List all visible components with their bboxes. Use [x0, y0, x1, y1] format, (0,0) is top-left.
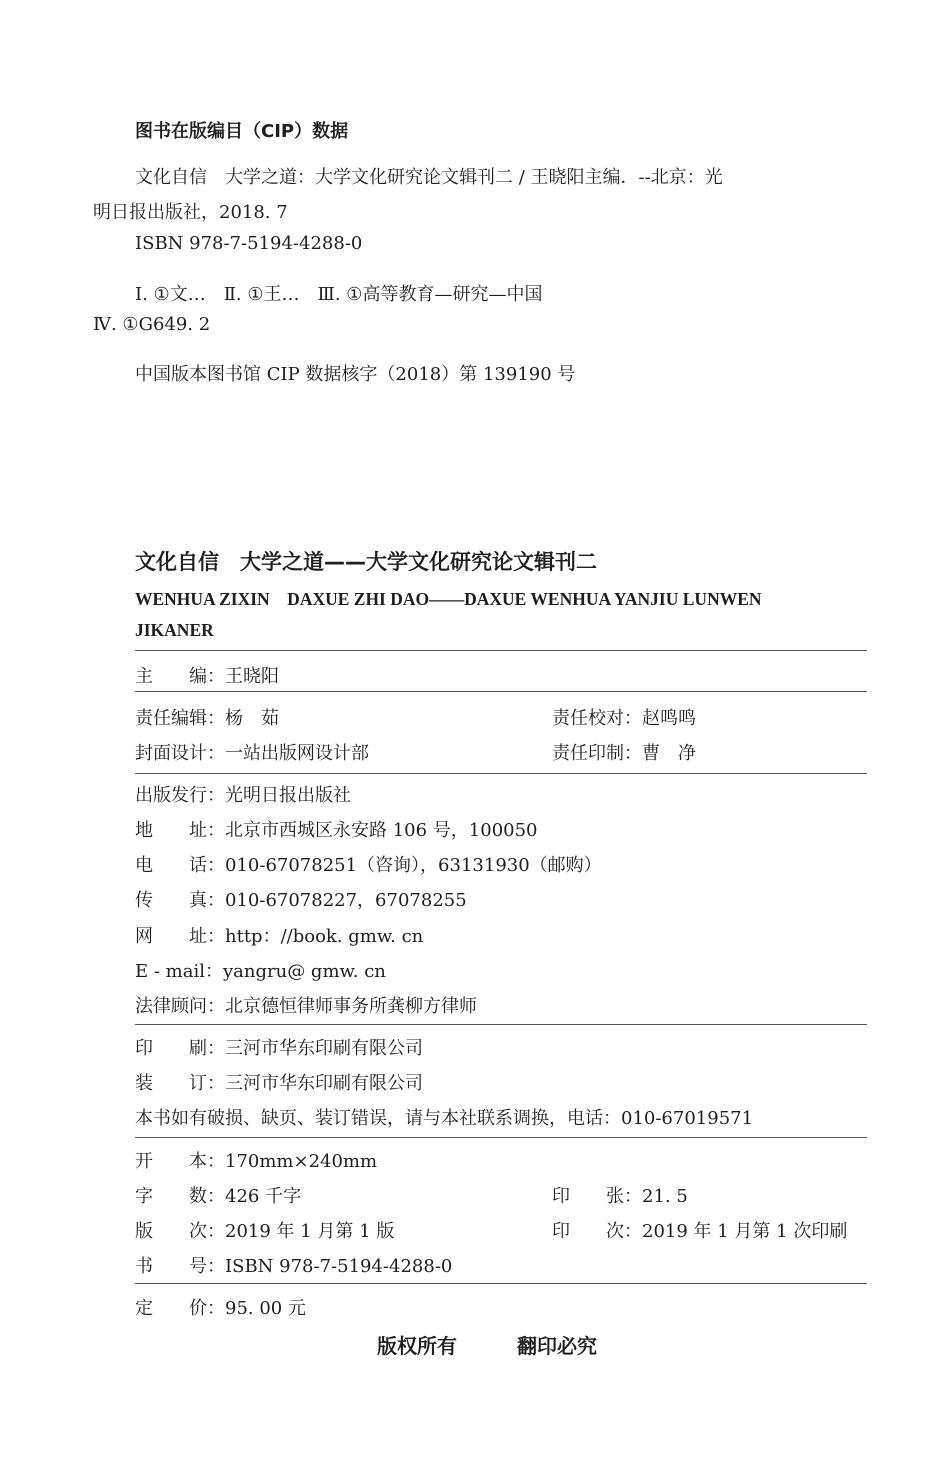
publisher-label: 出版发行：: [135, 785, 225, 806]
cover-design-label: 封面设计：: [135, 743, 225, 764]
format-row: [135, 1147, 377, 1173]
printed-sheets-value: 21. 5: [642, 1186, 688, 1207]
phone-value: 010-67078251（咨询），63131930（邮购）: [225, 855, 602, 876]
printer-row: [135, 1034, 423, 1060]
publisher-value: 光明日报出版社: [225, 785, 351, 806]
email-row: [135, 957, 386, 983]
edition-value: 2019 年 1 月第 1 版: [225, 1221, 395, 1242]
address-value: 北京市西城区永安路 106 号，100050: [225, 820, 538, 841]
legal-counsel-row: [135, 992, 477, 1018]
chief-editor-row: [135, 662, 279, 688]
email-value: yangru@ gmw. cn: [222, 961, 386, 982]
publisher-row: [135, 781, 351, 807]
binder-value: 三河市华东印刷有限公司: [225, 1073, 423, 1094]
book-number-label: 书 号：: [135, 1256, 225, 1277]
cip-subjects-line-1: Ⅰ. ①文… Ⅱ. ①王… Ⅲ. ①高等教育—研究—中国: [135, 284, 543, 305]
print-supervisor-label: 责任印制：: [552, 743, 642, 764]
impression-label: 印 次：: [552, 1221, 642, 1242]
printer-value: 三河市华东印刷有限公司: [225, 1038, 423, 1059]
cip-record-number: 中国版本图书馆 CIP 数据核字（2018）第 139190 号: [135, 364, 576, 385]
printed-sheets-row: [552, 1182, 688, 1208]
word-count-value: 426 千字: [225, 1186, 302, 1207]
legal-counsel-value: 北京德恒律师事务所龚柳方律师: [225, 996, 477, 1017]
cip-description-line-1: 文化自信 大学之道：大学文化研究论文辑刊二 / 王晓阳主编．--北京：光: [135, 167, 723, 188]
rights-reserved: 版权所有: [377, 1334, 457, 1358]
cip-subjects-line-2: Ⅳ. ①G649. 2: [93, 314, 211, 335]
print-supervisor-row: [552, 739, 696, 765]
price-value: 95. 00 元: [225, 1298, 306, 1319]
book-title-pinyin-line-1: WENHUA ZIXIN DAXUE ZHI DAO——DAXUE WENHUA YANJIU LUNWEN: [135, 589, 762, 609]
cip-isbn: ISBN 978-7-5194-4288-0: [135, 233, 363, 254]
binder-label: 装 订：: [135, 1073, 225, 1094]
format-value: 170mm×240mm: [225, 1151, 378, 1172]
book-number-value: ISBN 978-7-5194-4288-0: [225, 1256, 453, 1277]
fax-row: [135, 886, 467, 912]
address-row: [135, 816, 538, 842]
divider: [135, 773, 867, 774]
responsible-editor-row: [135, 704, 279, 730]
book-number-row: [135, 1252, 452, 1278]
chief-editor-label: 主 编：: [135, 666, 225, 687]
website-value: http：//book. gmw. cn: [225, 926, 424, 947]
impression-row: [552, 1217, 847, 1243]
divider: [135, 1024, 867, 1025]
impression-value: 2019 年 1 月第 1 次印刷: [642, 1221, 848, 1242]
cover-design-row: [135, 739, 369, 765]
website-row: [135, 922, 423, 948]
website-label: 网 址：: [135, 926, 225, 947]
piracy-prohibited: 翻印必究: [517, 1334, 597, 1358]
divider: [135, 1283, 867, 1284]
price-label: 定 价：: [135, 1298, 225, 1319]
divider: [135, 650, 867, 651]
legal-counsel-label: 法律顾问：: [135, 996, 225, 1017]
divider: [135, 1137, 867, 1138]
word-count-row: [135, 1182, 301, 1208]
price-row: [135, 1294, 306, 1320]
cover-design-value: 一站出版网设计部: [225, 743, 369, 764]
phone-row: [135, 851, 602, 877]
proofreader-value: 赵鸣鸣: [642, 708, 696, 729]
edition-row: [135, 1217, 394, 1243]
printed-sheets-label: 印 张：: [552, 1186, 642, 1207]
binder-row: [135, 1069, 423, 1095]
print-supervisor-value: 曹 净: [642, 743, 696, 764]
cip-description-line-2: 明日报出版社，2018. 7: [93, 202, 288, 223]
fax-value: 010-67078227，67078255: [225, 890, 467, 911]
edition-label: 版 次：: [135, 1221, 225, 1242]
proofreader-row: [552, 704, 696, 730]
proofreader-label: 责任校对：: [552, 708, 642, 729]
responsible-editor-value: 杨 茹: [225, 708, 279, 729]
address-label: 地 址：: [135, 820, 225, 841]
responsible-editor-label: 责任编辑：: [135, 708, 225, 729]
word-count-label: 字 数：: [135, 1186, 225, 1207]
phone-label: 电 话：: [135, 855, 225, 876]
chief-editor-value: 王晓阳: [225, 666, 279, 687]
divider: [135, 691, 867, 692]
cip-heading: 图书在版编目（CIP）数据: [135, 121, 349, 142]
defect-notice: 本书如有破损、缺页、装订错误，请与本社联系调换，电话：010-67019571: [135, 1108, 754, 1129]
format-label: 开 本：: [135, 1151, 225, 1172]
book-title-pinyin-line-2: JIKANER: [135, 620, 214, 640]
fax-label: 传 真：: [135, 890, 225, 911]
book-title: 文化自信 大学之道——大学文化研究论文辑刊二: [135, 550, 597, 574]
printer-label: 印 刷：: [135, 1038, 225, 1059]
email-label: E - mail：: [135, 961, 223, 982]
